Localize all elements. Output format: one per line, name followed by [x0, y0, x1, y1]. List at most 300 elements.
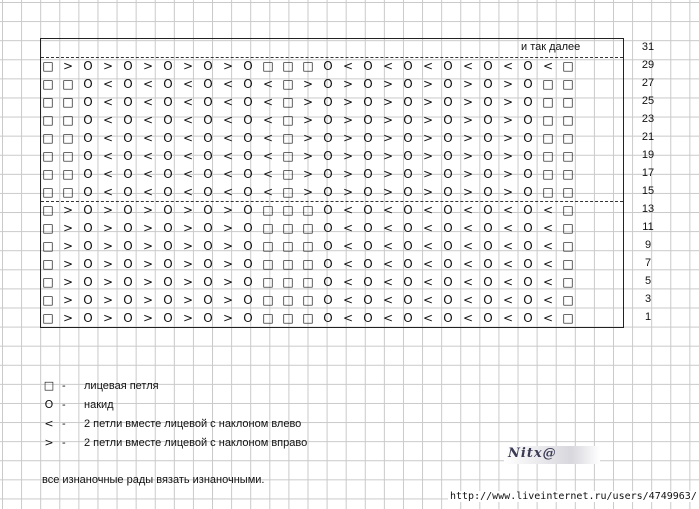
chart-cell: O: [243, 77, 253, 91]
chart-cell: >: [462, 131, 474, 145]
chart-cell: O: [443, 149, 453, 163]
chart-cell: >: [142, 311, 154, 325]
chart-cell: □: [42, 275, 54, 289]
chart-cell: O: [403, 77, 413, 91]
chart-cell: □: [542, 95, 554, 109]
chart-cell: □: [42, 203, 54, 217]
chart-cell: O: [483, 203, 493, 217]
chart-cell: O: [83, 221, 93, 235]
chart-cell: □: [542, 131, 554, 145]
row-number: 13: [641, 203, 655, 215]
chart-cell: <: [422, 293, 434, 307]
chart-cell: □: [262, 221, 274, 235]
chart-cell: O: [443, 77, 453, 91]
chart-cell: <: [422, 59, 434, 73]
chart-cell: <: [422, 239, 434, 253]
chart-cell: >: [422, 131, 434, 145]
chart-cell: <: [462, 59, 474, 73]
chart-cell: O: [363, 149, 373, 163]
chart-cell: >: [382, 167, 394, 181]
chart-cell: □: [282, 149, 294, 163]
chart-cell: >: [182, 203, 194, 217]
chart-cell: O: [203, 149, 213, 163]
chart-cell: O: [443, 95, 453, 109]
chart-cell: O: [123, 113, 133, 127]
chart-cell: >: [182, 257, 194, 271]
chart-cell: >: [382, 113, 394, 127]
chart-cell: <: [382, 239, 394, 253]
chart-cell: >: [342, 95, 354, 109]
chart-cell: <: [422, 221, 434, 235]
chart-cell: □: [542, 185, 554, 199]
chart-cell: <: [502, 257, 514, 271]
chart-cell: □: [282, 293, 294, 307]
chart-cell: <: [502, 221, 514, 235]
chart-cell: >: [102, 239, 114, 253]
chart-cell: O: [163, 167, 173, 181]
chart-cell: <: [542, 293, 554, 307]
chart-cell: <: [262, 95, 274, 109]
chart-cell: O: [243, 239, 253, 253]
chart-cell: >: [342, 149, 354, 163]
chart-cell: <: [462, 221, 474, 235]
chart-cell: □: [542, 113, 554, 127]
chart-cell: □: [562, 149, 574, 163]
chart-cell: <: [262, 131, 274, 145]
chart-cell: >: [422, 149, 434, 163]
chart-cell: O: [523, 167, 533, 181]
chart-cell: O: [123, 77, 133, 91]
legend-dash: -: [62, 380, 66, 392]
chart-cell: O: [403, 293, 413, 307]
chart-cell: >: [502, 113, 514, 127]
chart-cell: <: [342, 311, 354, 325]
row-number: 19: [641, 149, 655, 161]
chart-cell: <: [462, 257, 474, 271]
chart-cell: O: [523, 77, 533, 91]
chart-cell: O: [203, 275, 213, 289]
chart-cell: O: [163, 221, 173, 235]
chart-cell: >: [102, 59, 114, 73]
chart-cell: O: [323, 257, 333, 271]
chart-cell: O: [123, 185, 133, 199]
chart-cell: □: [262, 239, 274, 253]
chart-cell: O: [403, 167, 413, 181]
chart-cell: □: [562, 167, 574, 181]
chart-cell: >: [502, 167, 514, 181]
chart-cell: O: [483, 95, 493, 109]
knitting-chart: [40, 38, 624, 328]
legend-symbol: □: [43, 379, 55, 392]
chart-cell: O: [203, 95, 213, 109]
chart-cell: >: [62, 257, 74, 271]
chart-cell: <: [222, 95, 234, 109]
chart-cell: O: [123, 167, 133, 181]
chart-cell: <: [262, 185, 274, 199]
chart-cell: O: [443, 167, 453, 181]
chart-cell: <: [182, 113, 194, 127]
chart-cell: □: [562, 203, 574, 217]
chart-cell: O: [403, 275, 413, 289]
chart-cell: >: [62, 311, 74, 325]
chart-cell: >: [462, 77, 474, 91]
row-number: 31: [641, 41, 655, 53]
chart-cell: O: [363, 131, 373, 145]
chart-cell: >: [302, 95, 314, 109]
chart-cell: >: [182, 221, 194, 235]
chart-cell: O: [83, 95, 93, 109]
chart-cell: >: [142, 293, 154, 307]
chart-cell: O: [83, 185, 93, 199]
chart-cell: O: [443, 113, 453, 127]
chart-cell: O: [123, 239, 133, 253]
chart-cell: □: [42, 95, 54, 109]
chart-cell: >: [182, 293, 194, 307]
chart-cell: O: [83, 59, 93, 73]
chart-cell: □: [562, 275, 574, 289]
chart-cell: <: [142, 131, 154, 145]
row-number: 21: [641, 131, 655, 143]
chart-cell: O: [363, 221, 373, 235]
chart-cell: O: [523, 293, 533, 307]
chart-cell: O: [403, 95, 413, 109]
chart-cell: O: [483, 77, 493, 91]
chart-cell: O: [323, 113, 333, 127]
chart-cell: □: [282, 311, 294, 325]
chart-cell: O: [243, 185, 253, 199]
legend-description: 2 петли вместе лицевой с наклоном влево: [84, 418, 302, 430]
chart-cell: O: [203, 203, 213, 217]
chart-cell: >: [302, 149, 314, 163]
row-number: 17: [641, 167, 655, 179]
chart-cell: □: [282, 257, 294, 271]
chart-cell: >: [182, 311, 194, 325]
chart-cell: O: [83, 167, 93, 181]
chart-cell: <: [262, 149, 274, 163]
row-number: 5: [644, 275, 652, 287]
chart-cell: <: [182, 77, 194, 91]
chart-divider: [41, 201, 623, 202]
chart-cell: >: [62, 293, 74, 307]
chart-cell: O: [83, 311, 93, 325]
chart-cell: <: [422, 203, 434, 217]
chart-cell: O: [403, 239, 413, 253]
chart-cell: □: [282, 131, 294, 145]
chart-cell: >: [222, 275, 234, 289]
chart-cell: >: [302, 113, 314, 127]
chart-cell: O: [363, 113, 373, 127]
chart-cell: □: [42, 257, 54, 271]
chart-cell: O: [483, 185, 493, 199]
chart-cell: O: [443, 59, 453, 73]
chart-cell: <: [102, 131, 114, 145]
chart-cell: >: [102, 257, 114, 271]
chart-cell: □: [262, 275, 274, 289]
chart-cell: □: [62, 131, 74, 145]
chart-cell: □: [302, 275, 314, 289]
chart-cell: >: [62, 275, 74, 289]
chart-cell: □: [42, 221, 54, 235]
chart-cell: O: [123, 257, 133, 271]
chart-cell: >: [502, 185, 514, 199]
row-number: 29: [641, 59, 655, 71]
chart-cell: >: [342, 77, 354, 91]
chart-cell: >: [502, 95, 514, 109]
chart-cell: □: [282, 113, 294, 127]
chart-cell: >: [102, 221, 114, 235]
chart-cell: O: [323, 221, 333, 235]
chart-cell: □: [302, 293, 314, 307]
chart-cell: <: [462, 311, 474, 325]
chart-cell: □: [282, 77, 294, 91]
chart-cell: >: [102, 293, 114, 307]
chart-cell: □: [42, 167, 54, 181]
chart-cell: O: [83, 203, 93, 217]
chart-cell: <: [502, 59, 514, 73]
chart-cell: <: [382, 275, 394, 289]
chart-cell: O: [523, 203, 533, 217]
legend-dash: -: [62, 399, 66, 411]
chart-cell: <: [382, 59, 394, 73]
chart-cell: □: [562, 221, 574, 235]
chart-cell: >: [182, 239, 194, 253]
legend-description: лицевая петля: [84, 380, 159, 392]
chart-cell: O: [83, 149, 93, 163]
chart-cell: O: [163, 293, 173, 307]
chart-cell: <: [142, 77, 154, 91]
chart-cell: >: [422, 185, 434, 199]
chart-cell: O: [443, 239, 453, 253]
row-number: 3: [644, 293, 652, 305]
chart-cell: >: [142, 239, 154, 253]
chart-cell: <: [542, 275, 554, 289]
chart-cell: O: [163, 149, 173, 163]
chart-cell: O: [363, 293, 373, 307]
chart-cell: O: [483, 167, 493, 181]
chart-cell: >: [342, 185, 354, 199]
chart-cell: O: [403, 203, 413, 217]
chart-cell: >: [62, 203, 74, 217]
chart-cell: O: [443, 203, 453, 217]
chart-cell: O: [363, 167, 373, 181]
chart-cell: O: [163, 239, 173, 253]
chart-cell: <: [342, 293, 354, 307]
row-number: 25: [641, 95, 655, 107]
chart-cell: <: [342, 239, 354, 253]
chart-cell: □: [262, 59, 274, 73]
chart-cell: <: [382, 311, 394, 325]
chart-cell: O: [203, 59, 213, 73]
chart-cell: >: [222, 257, 234, 271]
chart-cell: >: [142, 203, 154, 217]
chart-cell: <: [502, 293, 514, 307]
chart-cell: <: [142, 95, 154, 109]
chart-cell: <: [182, 149, 194, 163]
chart-cell: □: [302, 257, 314, 271]
chart-cell: □: [42, 311, 54, 325]
chart-cell: O: [243, 167, 253, 181]
chart-cell: O: [523, 149, 533, 163]
chart-cell: >: [102, 203, 114, 217]
chart-cell: O: [363, 239, 373, 253]
chart-cell: O: [243, 131, 253, 145]
legend-description: накид: [84, 399, 114, 411]
chart-cell: O: [363, 257, 373, 271]
legend-dash: -: [62, 437, 66, 449]
chart-cell: □: [562, 257, 574, 271]
chart-cell: O: [203, 185, 213, 199]
chart-cell: □: [62, 185, 74, 199]
chart-cell: O: [523, 95, 533, 109]
chart-cell: O: [443, 275, 453, 289]
chart-cell: <: [502, 239, 514, 253]
chart-cell: <: [542, 203, 554, 217]
chart-cell: O: [243, 221, 253, 235]
chart-cell: O: [163, 203, 173, 217]
chart-cell: O: [123, 59, 133, 73]
chart-cell: □: [62, 149, 74, 163]
chart-cell: <: [422, 275, 434, 289]
chart-cell: O: [483, 131, 493, 145]
chart-cell: O: [523, 113, 533, 127]
legend-item: [42, 434, 362, 452]
chart-cell: <: [102, 95, 114, 109]
chart-cell: O: [523, 275, 533, 289]
chart-cell: □: [62, 167, 74, 181]
chart-cell: O: [203, 293, 213, 307]
chart-cell: O: [323, 59, 333, 73]
chart-cell: □: [562, 293, 574, 307]
chart-cell: O: [363, 95, 373, 109]
chart-cell: O: [163, 275, 173, 289]
chart-cell: O: [163, 311, 173, 325]
chart-cell: <: [382, 221, 394, 235]
chart-cell: □: [62, 95, 74, 109]
chart-cell: <: [222, 131, 234, 145]
chart-cell: <: [142, 113, 154, 127]
chart-cell: O: [483, 149, 493, 163]
chart-cell: >: [182, 275, 194, 289]
chart-cell: □: [542, 149, 554, 163]
chart-cell: □: [42, 185, 54, 199]
chart-cell: <: [542, 311, 554, 325]
chart-cell: □: [262, 257, 274, 271]
chart-cell: >: [502, 149, 514, 163]
chart-cell: O: [443, 131, 453, 145]
chart-cell: >: [222, 311, 234, 325]
chart-cell: □: [562, 131, 574, 145]
chart-cell: O: [123, 203, 133, 217]
chart-cell: O: [83, 275, 93, 289]
chart-cell: >: [422, 113, 434, 127]
chart-cell: □: [42, 293, 54, 307]
chart-cell: O: [403, 113, 413, 127]
chart-cell: O: [363, 203, 373, 217]
chart-cell: O: [123, 95, 133, 109]
chart-cell: >: [462, 113, 474, 127]
chart-cell: □: [562, 95, 574, 109]
chart-cell: □: [42, 77, 54, 91]
chart-cell: O: [123, 311, 133, 325]
chart-cell: >: [142, 275, 154, 289]
chart-cell: >: [222, 203, 234, 217]
chart-cell: O: [203, 113, 213, 127]
chart-cell: O: [323, 95, 333, 109]
chart-cell: O: [163, 95, 173, 109]
chart-cell: >: [222, 239, 234, 253]
chart-cell: <: [142, 149, 154, 163]
chart-cell: □: [542, 77, 554, 91]
chart-cell: >: [182, 59, 194, 73]
chart-cell: O: [323, 293, 333, 307]
chart-cell: O: [323, 203, 333, 217]
chart-cell: □: [302, 239, 314, 253]
chart-cell: O: [123, 221, 133, 235]
row-number: 7: [644, 257, 652, 269]
legend-symbol: >: [44, 436, 54, 449]
chart-cell: O: [483, 275, 493, 289]
legend-item: [42, 396, 362, 414]
row-number: 23: [641, 113, 655, 125]
chart-cell: >: [222, 221, 234, 235]
chart-cell: □: [62, 77, 74, 91]
chart-cell: O: [403, 131, 413, 145]
legend-item: [42, 415, 362, 433]
chart-cell: O: [243, 311, 253, 325]
chart-cell: O: [243, 95, 253, 109]
chart-cell: □: [62, 113, 74, 127]
chart-cell: O: [203, 311, 213, 325]
chart-cell: □: [262, 293, 274, 307]
chart-cell: O: [483, 311, 493, 325]
chart-cell: <: [262, 77, 274, 91]
chart-cell: <: [382, 293, 394, 307]
chart-cell: O: [163, 257, 173, 271]
chart-cell: <: [542, 221, 554, 235]
chart-cell: O: [123, 131, 133, 145]
chart-cell: <: [222, 149, 234, 163]
chart-cell: O: [403, 59, 413, 73]
chart-cell: O: [243, 293, 253, 307]
chart-cell: O: [323, 185, 333, 199]
chart-cell: O: [163, 185, 173, 199]
chart-cell: O: [403, 257, 413, 271]
chart-cell: □: [302, 221, 314, 235]
legend-item: [42, 377, 362, 395]
chart-cell: <: [262, 113, 274, 127]
row-number: 1: [644, 311, 652, 323]
chart-cell: □: [562, 239, 574, 253]
chart-cell: □: [562, 185, 574, 199]
chart-cell: <: [102, 77, 114, 91]
chart-cell: □: [562, 113, 574, 127]
chart-cell: O: [323, 311, 333, 325]
chart-cell: □: [302, 311, 314, 325]
chart-cell: O: [243, 149, 253, 163]
chart-cell: O: [443, 257, 453, 271]
row-number: 11: [642, 221, 654, 233]
chart-cell: >: [222, 293, 234, 307]
chart-cell: >: [382, 185, 394, 199]
chart-cell: >: [342, 131, 354, 145]
chart-cell: >: [382, 149, 394, 163]
chart-cell: O: [403, 311, 413, 325]
chart-cell: O: [363, 59, 373, 73]
chart-cell: O: [163, 77, 173, 91]
chart-cell: O: [243, 257, 253, 271]
chart-cell: <: [542, 239, 554, 253]
chart-cell: O: [323, 77, 333, 91]
